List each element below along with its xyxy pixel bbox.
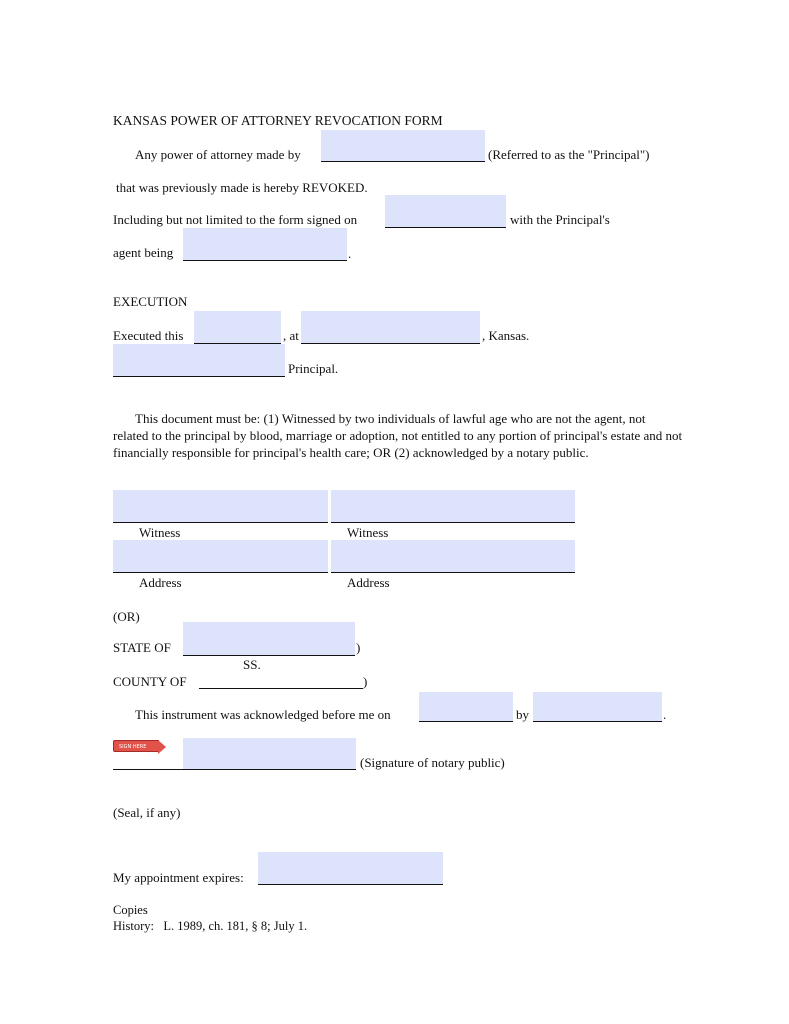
address-1-label: Address: [139, 575, 182, 590]
witness-1-field[interactable]: [113, 490, 328, 523]
notary-signature-field[interactable]: [183, 738, 356, 769]
notary-signature-line: [113, 769, 356, 770]
agent-being-text: agent being: [113, 245, 174, 260]
form-title: KANSAS POWER OF ATTORNEY REVOCATION FORM: [113, 113, 443, 128]
state-field[interactable]: [183, 622, 355, 656]
witness-2-label: Witness: [347, 525, 389, 540]
revoked-text: that was previously made is hereby REVOKED.: [116, 180, 368, 195]
county-paren: ): [363, 674, 368, 689]
acknowledged-by-field[interactable]: [533, 692, 662, 722]
county-of-label: COUNTY OF: [113, 674, 187, 689]
sign-here-tag: SIGN HERE: [113, 740, 159, 752]
acknowledged-period: .: [663, 707, 667, 722]
acknowledged-date-field[interactable]: [419, 692, 513, 722]
execution-heading: EXECUTION: [113, 294, 188, 309]
witness-1-label: Witness: [139, 525, 181, 540]
notary-signature-label: (Signature of notary public): [360, 755, 505, 770]
acknowledged-by-text: by: [516, 707, 529, 722]
principal-label: Principal.: [288, 361, 339, 376]
executed-at-text: , at: [283, 328, 299, 343]
county-field[interactable]: [199, 688, 363, 689]
principal-referred-text: (Referred to as the "Principal"): [488, 147, 650, 162]
witness-2-field[interactable]: [331, 490, 575, 523]
acknowledged-text: This instrument was acknowledged before me on: [135, 707, 391, 722]
history-label: History: L. 1989, ch. 181, § 8; July 1.: [113, 919, 308, 933]
or-label: (OR): [113, 609, 140, 624]
state-paren: ): [356, 640, 361, 655]
seal-label: (Seal, if any): [113, 805, 181, 820]
principal-signature-field[interactable]: [113, 344, 285, 377]
principal-agent-text: with the Principal's: [510, 212, 610, 227]
ss-label: SS.: [243, 657, 261, 672]
executed-this-text: Executed this: [113, 328, 184, 343]
form-signed-date-field[interactable]: [385, 195, 506, 228]
appointment-label: My appointment expires:: [113, 870, 244, 885]
witness-2-address-field[interactable]: [331, 540, 575, 573]
agent-name-field[interactable]: [183, 228, 347, 261]
appointment-expires-field[interactable]: [258, 852, 443, 885]
executed-day-field[interactable]: [194, 311, 281, 344]
copies-label: Copies: [113, 903, 148, 917]
executed-city-field[interactable]: [301, 311, 480, 344]
witness-1-address-field[interactable]: [113, 540, 328, 573]
principal-name-field[interactable]: [321, 130, 485, 162]
witness-requirements-paragraph: This document must be: (1) Witnessed by two individuals of lawful age who are not the agent, not related to the principal by blood, marriage or adoption, not entitled to any portion of principal's estate and not financially responsible for principal's health care; OR (2) acknowledged by a notary public.: [113, 411, 683, 460]
state-of-label: STATE OF: [113, 640, 171, 655]
address-2-label: Address: [347, 575, 390, 590]
agent-period: .: [348, 246, 352, 261]
executed-kansas-text: , Kansas.: [482, 328, 530, 343]
principal-intro-text: Any power of attorney made by: [135, 147, 301, 162]
form-signed-text: Including but not limited to the form signed on: [113, 212, 358, 227]
